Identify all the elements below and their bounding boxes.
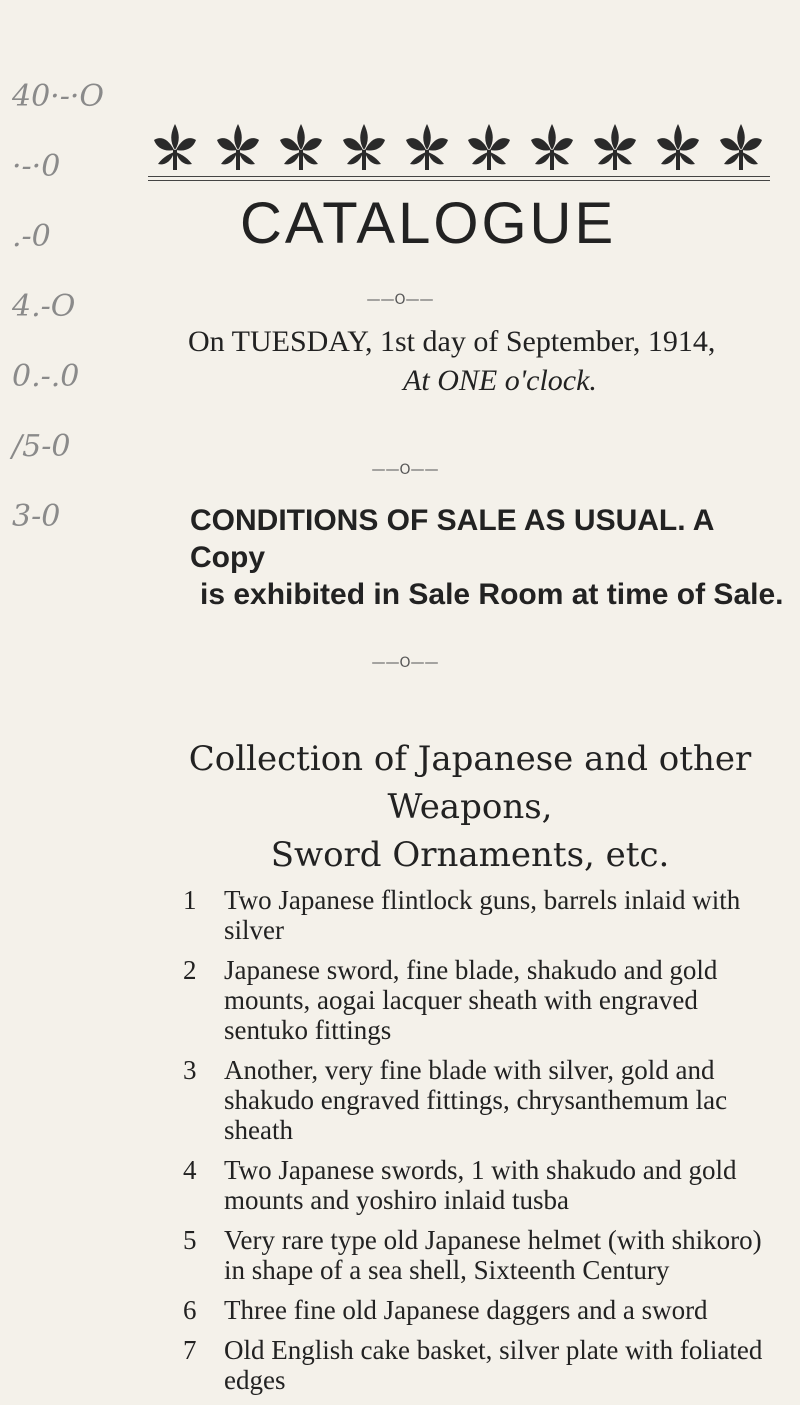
margin-note: /5-0	[12, 429, 71, 464]
lot-number: 6	[183, 1295, 197, 1325]
margin-note: 0.-.0	[12, 359, 80, 394]
lot-number: 1	[183, 885, 197, 915]
lot-item	[183, 885, 773, 945]
margin-handwritten-notes	[0, 0, 150, 640]
lot-number: 2	[183, 955, 197, 985]
lot-item	[183, 955, 773, 1045]
lot-number: 4	[183, 1155, 197, 1185]
fleur-ornament-icon	[462, 120, 516, 177]
margin-note: 40·-·O	[12, 79, 104, 114]
fleur-ornament-icon	[651, 120, 705, 177]
fleur-ornament-icon	[400, 120, 454, 177]
lot-item	[183, 1335, 773, 1395]
lot-item	[183, 1155, 773, 1215]
divider-1: ——O——	[366, 292, 434, 308]
margin-note: ·-·0	[12, 149, 61, 184]
ornament-border	[148, 122, 768, 174]
collection-heading-line-2: Sword Ornaments, etc.	[270, 835, 670, 875]
divider-3: ——O——	[371, 655, 439, 671]
margin-note: 3-0	[12, 499, 61, 534]
fleur-ornament-icon	[337, 120, 391, 177]
lot-item	[183, 1225, 773, 1285]
conditions-of-sale	[190, 502, 790, 613]
sale-date: On TUESDAY, 1st day of September, 1914,	[188, 325, 716, 358]
fleur-ornament-icon	[148, 120, 202, 177]
collection-heading	[150, 735, 790, 879]
lot-description: Two Japanese flintlock guns, barrels inlaid with silver	[224, 885, 741, 945]
collection-heading-line-1: Collection of Japanese and other Weapons,	[188, 739, 752, 827]
fleur-ornament-icon	[525, 120, 579, 177]
lot-item	[183, 1295, 773, 1325]
lot-item	[183, 1055, 773, 1145]
page-title: CATALOGUE	[240, 191, 617, 256]
fleur-ornament-icon	[274, 120, 328, 177]
fleur-ornament-icon	[714, 120, 768, 177]
ornament-rule	[148, 176, 770, 181]
lot-description: Three fine old Japanese daggers and a sword	[224, 1295, 708, 1325]
lot-description: Old English cake basket, silver plate with foliated edges	[224, 1335, 763, 1395]
lot-description: Two Japanese swords, 1 with shakudo and gold mounts and yoshiro inlaid tusba	[224, 1155, 737, 1215]
fleur-ornament-icon	[211, 120, 265, 177]
lot-description: Very rare type old Japanese helmet (with shikoro) in shape of a sea shell, Sixteenth Century	[224, 1225, 762, 1285]
conditions-line-1: CONDITIONS OF SALE AS USUAL. A Copy	[190, 504, 714, 574]
conditions-line-2: is exhibited in Sale Room at time of Sale.	[200, 578, 784, 611]
lot-list	[183, 885, 773, 1405]
margin-note: .-0	[12, 219, 51, 254]
margin-note: 4.-O	[12, 289, 76, 324]
lot-number: 5	[183, 1225, 197, 1255]
lot-description: Japanese sword, fine blade, shakudo and gold mounts, aogai lacquer sheath with engraved sentuko fittings	[224, 955, 718, 1045]
fleur-ornament-icon	[588, 120, 642, 177]
lot-description: Another, very fine blade with silver, gold and shakudo engraved fittings, chrysanthemum lac sheath	[224, 1055, 728, 1145]
divider-2: ——O——	[371, 462, 439, 478]
lot-number: 7	[183, 1335, 197, 1365]
sale-time: At ONE o'clock.	[403, 364, 597, 397]
lot-number: 3	[183, 1055, 197, 1085]
